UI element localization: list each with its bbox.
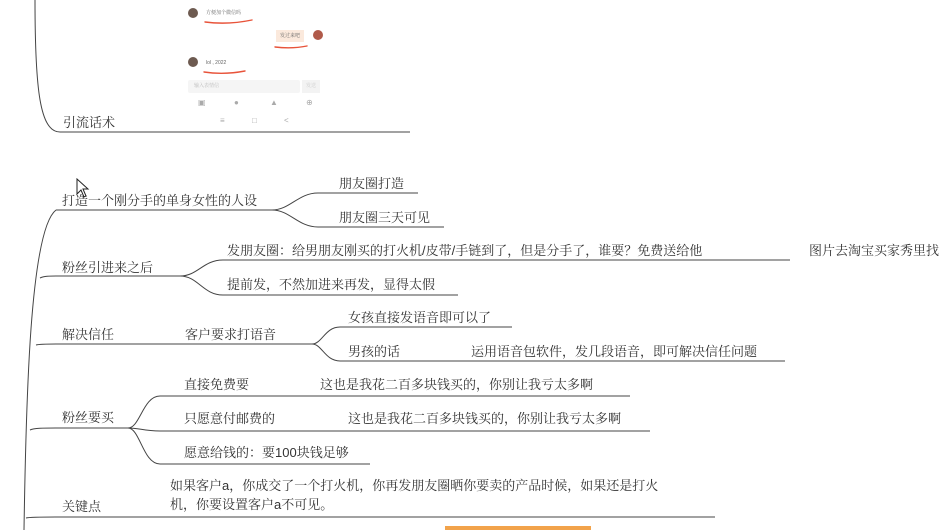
mic-icon[interactable]: ● (234, 98, 239, 107)
node-key-text-line2[interactable]: 机，你要设置客户a不可见。 (170, 497, 334, 512)
chat-message: 方便加个微信吗 (206, 10, 242, 16)
avatar (188, 8, 198, 18)
avatar (188, 57, 198, 67)
node-postage-only[interactable]: 只愿意付邮费的 (184, 411, 276, 426)
node-post-early[interactable]: 提前发，不然加进来再发，显得太假 (227, 277, 436, 292)
node-moments-3days[interactable]: 朋友圈三天可见 (339, 210, 431, 225)
image-icon[interactable]: ▣ (198, 98, 206, 107)
node-key-point[interactable]: 关键点 (62, 499, 102, 514)
gift-icon[interactable]: ▲ (270, 98, 278, 107)
chat-preview (180, 0, 330, 132)
node-traffic-script[interactable]: 引流话术 (63, 115, 116, 130)
node-fans-buy[interactable]: 粉丝要买 (62, 410, 115, 425)
send-button[interactable]: 发送 (302, 80, 320, 93)
node-boy[interactable]: 男孩的话 (348, 344, 401, 359)
node-image-source-note[interactable]: 图片去淘宝买家秀里找 (809, 243, 940, 258)
chat-input[interactable]: 输入表情信 (188, 80, 300, 93)
node-free-request[interactable]: 直接免费要 (184, 377, 250, 392)
chat-message: lol , 2022 (206, 60, 227, 66)
avatar (313, 30, 323, 40)
node-after-fans[interactable]: 粉丝引进来之后 (62, 260, 154, 275)
node-moments-build[interactable]: 朋友圈打造 (339, 176, 405, 191)
node-key-text-line1[interactable]: 如果客户a，你成交了一个打火机，你再发朋友圈晒你要卖的产品时候，如果还是打火 (170, 478, 659, 493)
menu-icon[interactable]: ≡ (220, 116, 225, 125)
node-girl-voice[interactable]: 女孩直接发语音即可以了 (348, 310, 492, 325)
selection-highlight (445, 526, 591, 530)
mouse-cursor-icon (76, 178, 90, 198)
plus-icon[interactable]: ⊕ (306, 98, 313, 107)
node-voice-software[interactable]: 运用语音包软件，发几段语音，即可解决信任问题 (471, 344, 758, 359)
node-voice-request[interactable]: 客户要求打语音 (185, 327, 277, 342)
home-icon[interactable]: □ (252, 116, 257, 125)
node-post-moments[interactable]: 发朋友圈：给男朋友刚买的打火机/皮带/手链到了，但是分手了，谁要？免费送给他 (227, 243, 703, 258)
chat-message: 发过来吧 (276, 30, 304, 42)
node-trust[interactable]: 解决信任 (62, 327, 115, 342)
node-free-reply[interactable]: 这也是我花二百多块钱买的，你别让我亏太多啊 (320, 377, 594, 392)
node-postage-reply[interactable]: 这也是我花二百多块钱买的，你别让我亏太多啊 (348, 411, 622, 426)
node-willing-pay[interactable]: 愿意给钱的：要100块钱足够 (184, 445, 349, 460)
node-persona[interactable]: 打造一个刚分手的单身女性的人设 (62, 193, 258, 208)
back-icon[interactable]: < (284, 116, 289, 125)
